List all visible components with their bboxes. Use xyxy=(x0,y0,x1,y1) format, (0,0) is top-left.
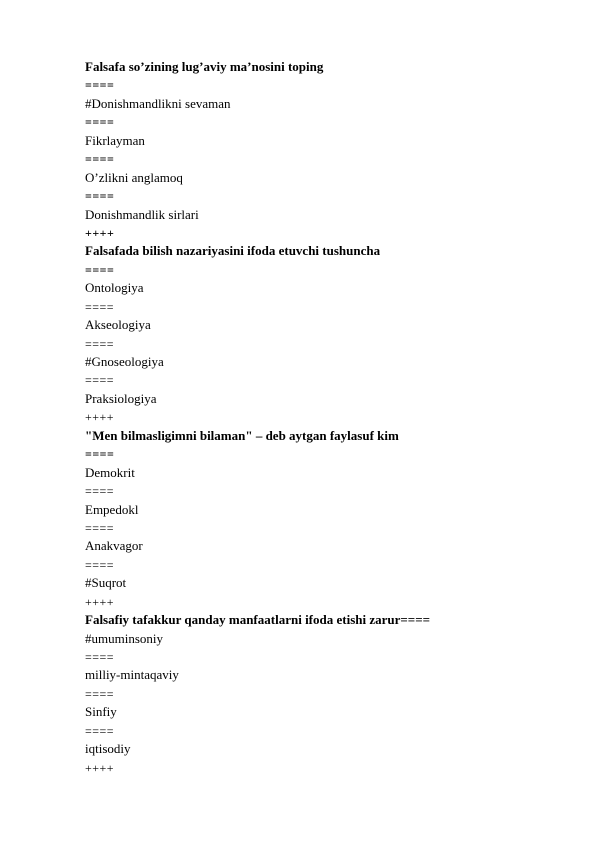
question-text: Falsafiy tafakkur qanday manfaatlarni ifoda etishi zarur==== xyxy=(85,612,431,628)
separator-line: ==== xyxy=(85,373,115,388)
separator-line: ==== xyxy=(85,189,115,204)
answer-option: Akseologiya xyxy=(85,317,151,333)
answer-option: #Gnoseologiya xyxy=(85,354,164,369)
answer-option: Sinfiy xyxy=(85,704,117,720)
question-text: Falsafa so’zining lug’aviy ma’nosini toping xyxy=(85,59,324,74)
separator-line: ==== xyxy=(85,262,115,277)
separator-line: ==== xyxy=(85,723,115,738)
separator-line: ==== xyxy=(85,650,115,664)
separator-line: ==== xyxy=(85,686,115,701)
separator-line: ==== xyxy=(85,447,115,462)
answer-option: Empedokl xyxy=(85,501,139,517)
answer-option: #Suqrot xyxy=(85,575,127,591)
separator-line: ++++ xyxy=(85,760,115,775)
separator-line: ==== xyxy=(85,557,115,572)
separator-line: ++++ xyxy=(85,225,115,240)
question-text: "Men bilmasligimni bilaman" – deb aytgan faylasuf kim xyxy=(85,427,399,443)
answer-option: iqtisodiy xyxy=(85,741,131,757)
separator-line: ==== xyxy=(85,520,115,535)
separator-line: ==== xyxy=(85,336,115,351)
separator-line: ==== xyxy=(85,78,115,93)
answer-option: Ontologiya xyxy=(85,280,144,296)
answer-option: Praksiologiya xyxy=(85,390,157,406)
separator-line: ++++ xyxy=(85,410,115,425)
answer-option: Demokrit xyxy=(85,464,135,480)
separator-line: ==== xyxy=(85,484,115,499)
answer-option: milliy-mintaqaviy xyxy=(85,667,179,683)
answer-option: Donishmandlik sirlari xyxy=(85,206,199,222)
answer-option: Fikrlayman xyxy=(85,132,145,148)
answer-option: #Donishmandlikni sevaman xyxy=(85,95,231,111)
answer-option: O’zlikni anglamoq xyxy=(85,169,183,185)
separator-line: ++++ xyxy=(85,594,115,609)
question-text: Falsafada bilish nazariyasini ifoda etuvchi tushuncha xyxy=(85,243,381,259)
answer-option: Anakvagor xyxy=(85,538,143,554)
answer-option: #umuminsoniy xyxy=(85,630,164,646)
document-body xyxy=(85,58,565,777)
separator-line: ==== xyxy=(85,299,115,314)
separator-line: ==== xyxy=(85,115,115,130)
separator-line: ==== xyxy=(85,152,115,167)
